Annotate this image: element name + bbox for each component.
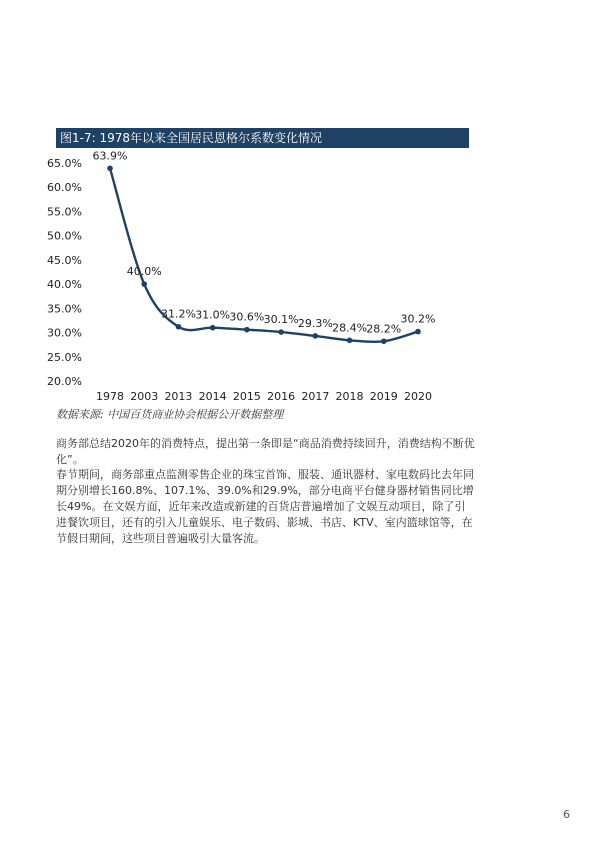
source-note: 数据来源: 中国百货商业协会根据公开数据整理 xyxy=(56,408,284,421)
y-tick-label: 55.0% xyxy=(47,205,82,219)
y-tick-label: 50.0% xyxy=(47,229,82,243)
data-label: 30.1% xyxy=(263,313,299,327)
data-point xyxy=(176,324,182,330)
data-label: 30.6% xyxy=(229,310,265,324)
x-tick-label: 2020 xyxy=(404,390,432,403)
paragraph-consumption-summary: 商务部总结2020年的消费特点，提出第一条即是“商品消费持续回升，消费结构不断优化”。 xyxy=(56,437,475,466)
y-tick-label: 65.0% xyxy=(47,157,82,170)
data-point xyxy=(381,338,387,344)
y-tick-label: 25.0% xyxy=(47,350,82,364)
x-tick-label: 2013 xyxy=(164,390,193,403)
data-label: 63.9% xyxy=(92,149,128,163)
data-point xyxy=(278,329,284,335)
data-point xyxy=(141,281,147,287)
data-label: 30.2% xyxy=(400,312,436,326)
data-point xyxy=(347,338,353,344)
page-number: 6 xyxy=(563,808,570,821)
y-tick-label: 30.0% xyxy=(47,326,82,340)
x-tick-label: 2017 xyxy=(301,390,330,403)
data-point xyxy=(415,329,421,335)
x-tick-label: 2014 xyxy=(198,390,227,403)
y-tick-label: 45.0% xyxy=(47,253,82,267)
x-tick-label: 2016 xyxy=(267,390,296,403)
x-tick-label: 1978 xyxy=(96,390,124,403)
data-label: 31.2% xyxy=(160,307,196,321)
data-point xyxy=(107,166,113,172)
x-tick-label: 2018 xyxy=(335,390,364,403)
y-tick-label: 40.0% xyxy=(47,278,82,292)
data-label: 40.0% xyxy=(126,265,162,279)
data-label: 29.3% xyxy=(297,316,333,330)
data-label: 28.2% xyxy=(366,322,402,336)
x-tick-label: 2015 xyxy=(232,390,261,403)
chart-title: 图1-7: 1978年以来全国居民恩格尔系数变化情况 xyxy=(56,128,469,148)
x-tick-label: 2019 xyxy=(369,390,398,403)
engel-coefficient-line-chart xyxy=(0,148,600,408)
data-point xyxy=(244,327,250,333)
data-label: 31.0% xyxy=(195,308,231,322)
paragraph-spring-festival: 春节期间，商务部重点监测零售企业的珠宝首饰、服装、通讯器材、家电数码比去年同期分别增长160.8%、107.1%、39.0%和29.9%，部分电商平台健身器材销售同比增长49%。在文娱方面，近年来改造或新建的百货店普遍增加了文娱互动项目，除了引进餐饮项目，还有的引入儿童娱乐、电子数码、影城、书店、KTV、室内篮球馆等，在节假日期间，这些项目普遍吸引大量客流。 xyxy=(56,468,474,545)
x-tick-label: 2003 xyxy=(130,390,159,403)
data-point xyxy=(313,333,319,339)
data-point xyxy=(210,325,216,331)
y-tick-label: 20.0% xyxy=(47,375,82,388)
data-label: 28.4% xyxy=(332,321,368,335)
y-tick-label: 35.0% xyxy=(47,302,82,316)
y-tick-label: 60.0% xyxy=(47,181,82,195)
